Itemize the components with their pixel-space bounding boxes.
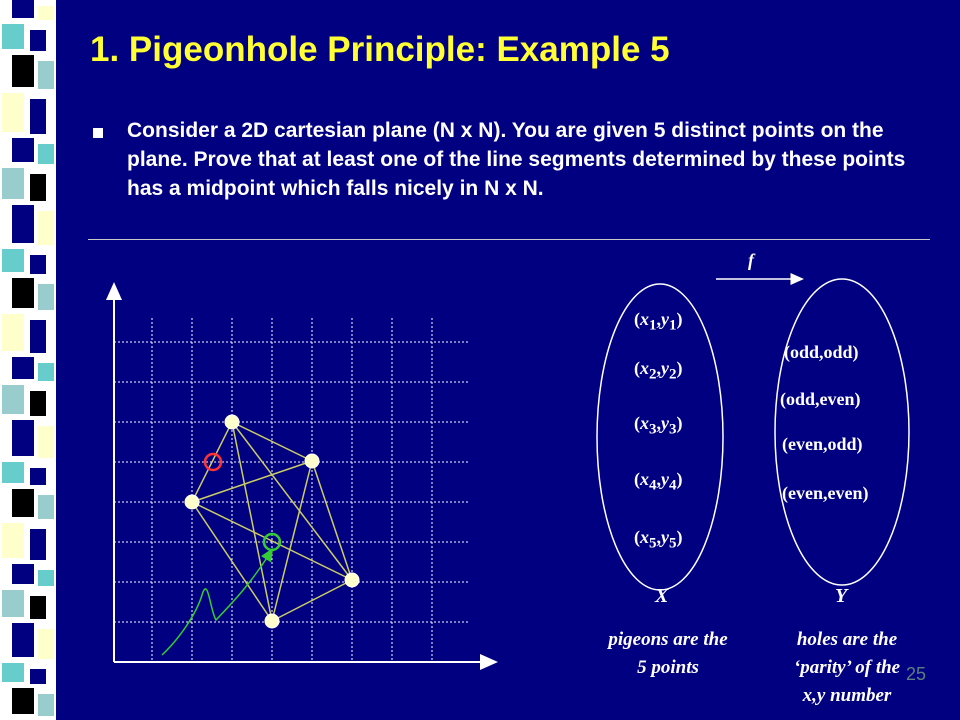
holes-caption-line: holes are the [796, 629, 898, 650]
codomain-item: (even,odd) [782, 434, 863, 454]
codomain-ellipse [775, 279, 909, 585]
domain-item: $(x_1,y_1)$ [634, 309, 683, 334]
codomain-item: (even,even) [782, 483, 869, 503]
domain-item: $(x_2,y_2)$ [634, 358, 683, 383]
codomain-item: (odd,odd) [784, 342, 859, 362]
domain-set-label: X [655, 585, 669, 607]
problem-statement: Consider a 2D cartesian plane (N x N). You are given 5 distinct points on the plane. Prove that at least one of the line segments determined by these points has a midpoint which falls nicely in N x N. [127, 119, 906, 200]
slide-title: 1. Pigeonhole Principle: Example 5 [90, 30, 670, 69]
pigeons-caption-line: 5 points [637, 657, 699, 678]
holes-caption-line: ‘parity’ of the [793, 657, 901, 678]
function-label: f [748, 250, 754, 270]
domain-item: $(x_4,y_4)$ [634, 469, 683, 494]
codomain-set-label: Y [835, 585, 848, 607]
holes-caption-line: x,y number [802, 685, 892, 706]
pigeons-caption-line: pigeons are the [608, 629, 728, 650]
domain-item: $(x_5,y_5)$ [634, 527, 683, 552]
pigeons-caption [578, 626, 758, 682]
page-number: 25 [906, 664, 927, 684]
codomain-item: (odd,even) [780, 389, 861, 409]
domain-item: $(x_3,y_3)$ [634, 413, 683, 438]
